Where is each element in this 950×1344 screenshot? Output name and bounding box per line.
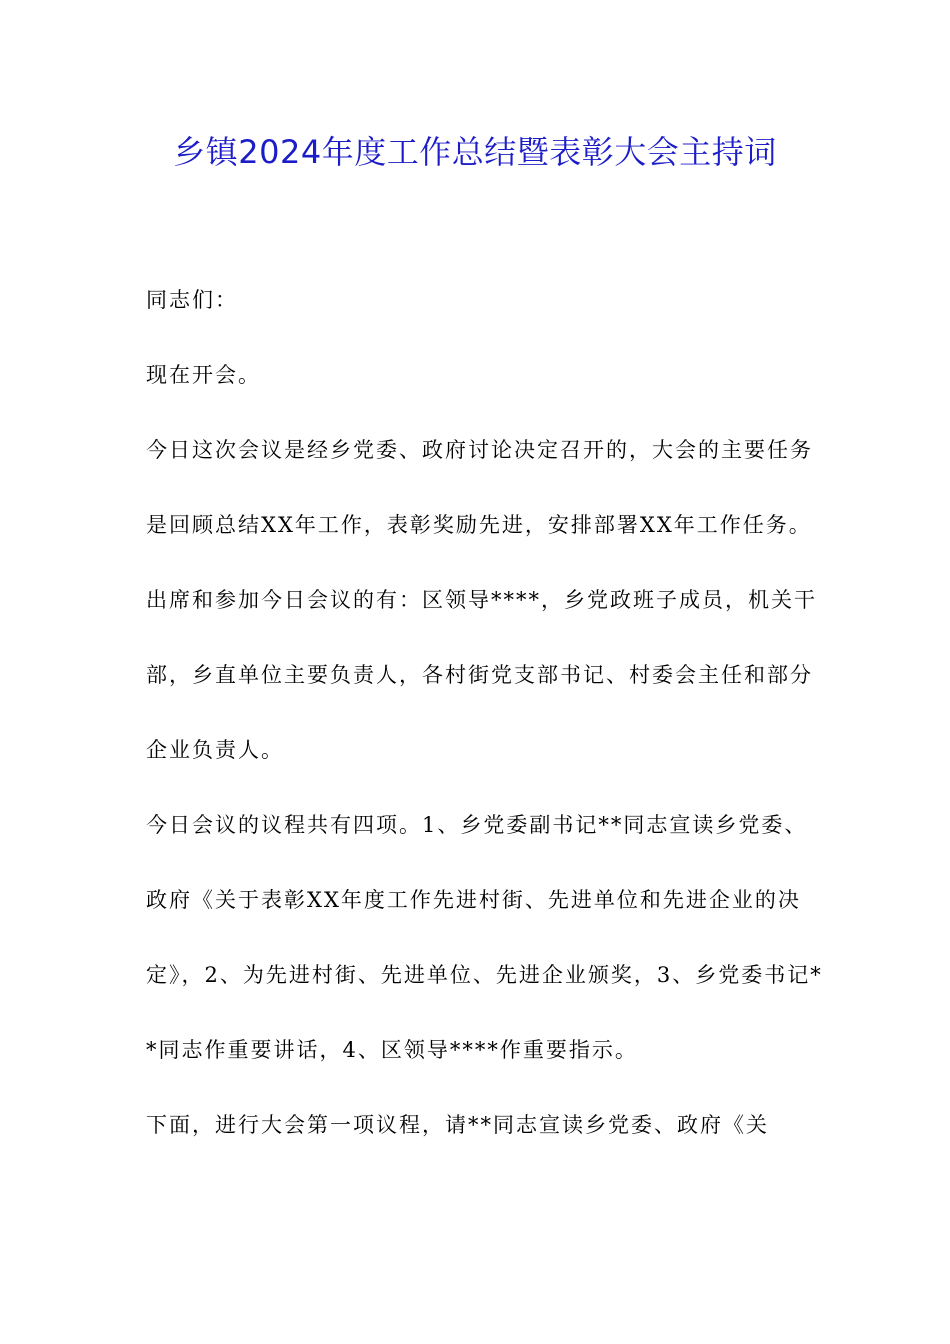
paragraph-meeting-purpose: 今日这次会议是经乡党委、政府讨论决定召开的，大会的主要任务是回顾总结XX年工作，表彰奖励先进，安排部署XX年工作任务。 bbox=[146, 438, 813, 537]
paragraph-agenda: 今日会议的议程共有四项。1、乡党委副书记**同志宣读乡党委、政府《关于表彰XX年度工作先进村街、先进单位和先进企业的决定》，2、为先进村街、先进单位、先进企业颁奖，3、乡党委书记**同志作重要讲话，4、区领导****作重要指示。 bbox=[146, 813, 823, 1062]
paragraph-salutation: 同志们： bbox=[146, 288, 238, 312]
document-title: 乡镇2024年度工作总结暨表彰大会主持词 bbox=[173, 133, 777, 171]
paragraph-attendees: 出席和参加今日会议的有：区领导****，乡党政班子成员，机关干部，乡直单位主要负责人，各村街党支部书记、村委会主任和部分企业负责人。 bbox=[146, 588, 817, 762]
document-body bbox=[146, 263, 826, 1163]
paragraph-opening: 现在开会。 bbox=[146, 363, 261, 387]
paragraph-first-item: 下面，进行大会第一项议程，请**同志宣读乡党委、政府《关 bbox=[146, 1113, 769, 1137]
